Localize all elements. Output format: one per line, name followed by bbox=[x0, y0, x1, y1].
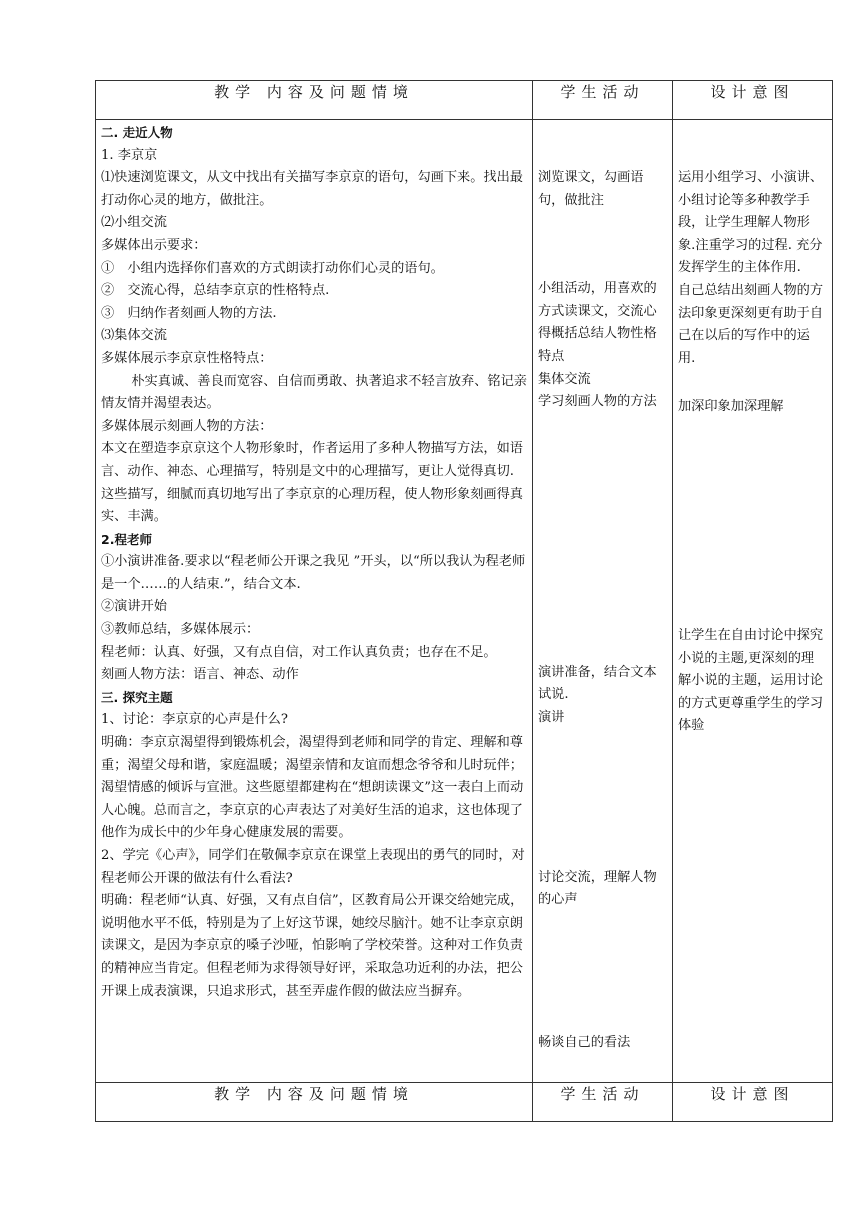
header-student-activity: 学生活动 bbox=[533, 1083, 673, 1122]
answer: 明确：程老师“认真、好强，又有点自信”，区教育局公开课交给她完成，说明他水平不低，特别是为了上好这节课，她绞尽脑汁。她不让李京京朗读课文，是因为李京京的嗓子沙哑，怕影响了学校荣誉。这种对工作负责的精神应当肯定。但程老师为求得领导好评，采取急功近利的办法，把公开课上成表演课，只追求形式，甚至弄虚作假的做法应当摒弃。 bbox=[101, 893, 524, 999]
header-row-bottom bbox=[96, 1083, 833, 1122]
requirement-item: ② 交流心得，总结李京京的性格特点. bbox=[101, 283, 330, 299]
body-row bbox=[96, 120, 833, 1083]
student-activity: 演讲 bbox=[538, 709, 565, 725]
student-activity: 小组活动，用喜欢的方式读课文，交流心得概括总结人物性格特点 bbox=[538, 281, 657, 364]
paragraph: 程老师：认真、好强，又有点自信，对工作认真负责；也存在不足。 bbox=[101, 644, 497, 660]
requirement-item: ③ 归纳作者刻画人物的方法. bbox=[101, 305, 277, 321]
paragraph: ①小演讲准备.要求以“程老师公开课之我见 ”开头，以“所以我认为程老师是一个……的人结束.”，结合文本. bbox=[101, 554, 526, 592]
header-content: 教学 内容及问题情境 bbox=[96, 81, 533, 120]
header-content: 教学 内容及问题情境 bbox=[96, 1083, 533, 1122]
student-activity: 集体交流 bbox=[538, 371, 591, 387]
design-intent: 自己总结出刻画人物的方法印象更深刻更有助于自己在以后的写作中的运用. bbox=[678, 282, 824, 366]
header-design-intent: 设计意图 bbox=[673, 81, 833, 120]
student-activity: 畅谈自己的看法 bbox=[538, 1034, 631, 1050]
section-2-title: 二. 走近人物 bbox=[101, 125, 173, 140]
student-activity: 讨论交流，理解人物的心声 bbox=[538, 869, 657, 908]
answer: 明确：李京京渴望得到锻炼机会，渴望得到老师和同学的肯定、理解和尊重；渴望父母和谐，家庭温暖；渴望亲情和友谊而想念爷爷和儿时玩伴；渴望情感的倾诉与宣泄。这些愿望都建构在“想朗读课文”这一表白上而动人心魄。总而言之，李京京的心声表达了对美好生活的追求，这也体现了他作为成长中的少年身心健康发展的需要。 bbox=[101, 735, 524, 841]
subsection-title: 1. 李京京 bbox=[101, 147, 158, 163]
design-intent-cell bbox=[673, 120, 833, 1083]
subsection-title: 2.程老师 bbox=[101, 531, 152, 547]
paragraph: ②演讲开始 bbox=[101, 599, 167, 615]
header-row-top bbox=[96, 81, 833, 120]
content-cell bbox=[96, 120, 533, 1083]
lesson-plan-table bbox=[95, 80, 833, 1122]
paragraph: ③教师总结，多媒体展示： bbox=[101, 622, 260, 638]
paragraph: 多媒体展示刻画人物的方法： bbox=[101, 418, 273, 434]
paragraph: 朴实真诚、善良而宽容、自信而勇敢、执著追求不轻言放弃、铭记亲情友情并渴望表达。 bbox=[101, 373, 527, 412]
student-activity: 演讲准备，结合文本试说. bbox=[538, 664, 657, 703]
design-intent: 运用小组学习、小演讲、小组讨论等多种教学手段，让学生理解人物形象.注重学习的过程. 充分发挥学生的主体作用. bbox=[678, 170, 824, 276]
paragraph: ⑶集体交流 bbox=[101, 328, 167, 344]
paragraph: ⑴快速浏览课文，从文中找出有关描写李京京的语句，勾画下来。找出最打动你心灵的地方，做批注。 bbox=[101, 170, 523, 208]
student-activity: 学习刻画人物的方法 bbox=[538, 394, 657, 410]
student-activity-cell bbox=[533, 120, 673, 1083]
student-activity: 浏览课文，勾画语句，做批注 bbox=[538, 170, 644, 208]
design-intent: 加深印象加深理解 bbox=[678, 399, 784, 415]
paragraph: 多媒体出示要求： bbox=[101, 237, 207, 253]
question: 2、学完《心声》，同学们在敬佩李京京在课堂上表现出的勇气的同时，对程老师公开课的做法有什么看法? bbox=[101, 848, 525, 886]
paragraph: 多媒体展示李京京性格特点： bbox=[101, 350, 273, 366]
header-design-intent: 设计意图 bbox=[673, 1083, 833, 1122]
question: 1、讨论：李京京的心声是什么? bbox=[101, 712, 288, 728]
header-student-activity: 学生活动 bbox=[533, 81, 673, 120]
design-intent: 让学生在自由讨论中探究小说的主题,更深刻的理解小说的主题，运用讨论的方式更尊重学生的学习体验 bbox=[678, 627, 824, 734]
paragraph: ⑵小组交流 bbox=[101, 215, 167, 231]
paragraph: 刻画人物方法：语言、神态、动作 bbox=[101, 667, 299, 683]
section-3-title: 三. 探究主题 bbox=[101, 689, 173, 705]
requirement-item: ① 小组内选择你们喜欢的方式朗读打动你们心灵的语句。 bbox=[101, 260, 444, 276]
paragraph: 本文在塑造李京京这个人物形象时，作者运用了多种人物描写方法，如语言、动作、神态、心理描写，特别是文中的心理描写，更让人觉得真切. 这些描写，细腻而真切地写出了李京京的心理历程，使人物形象刻画得真实、丰满。 bbox=[101, 441, 523, 525]
